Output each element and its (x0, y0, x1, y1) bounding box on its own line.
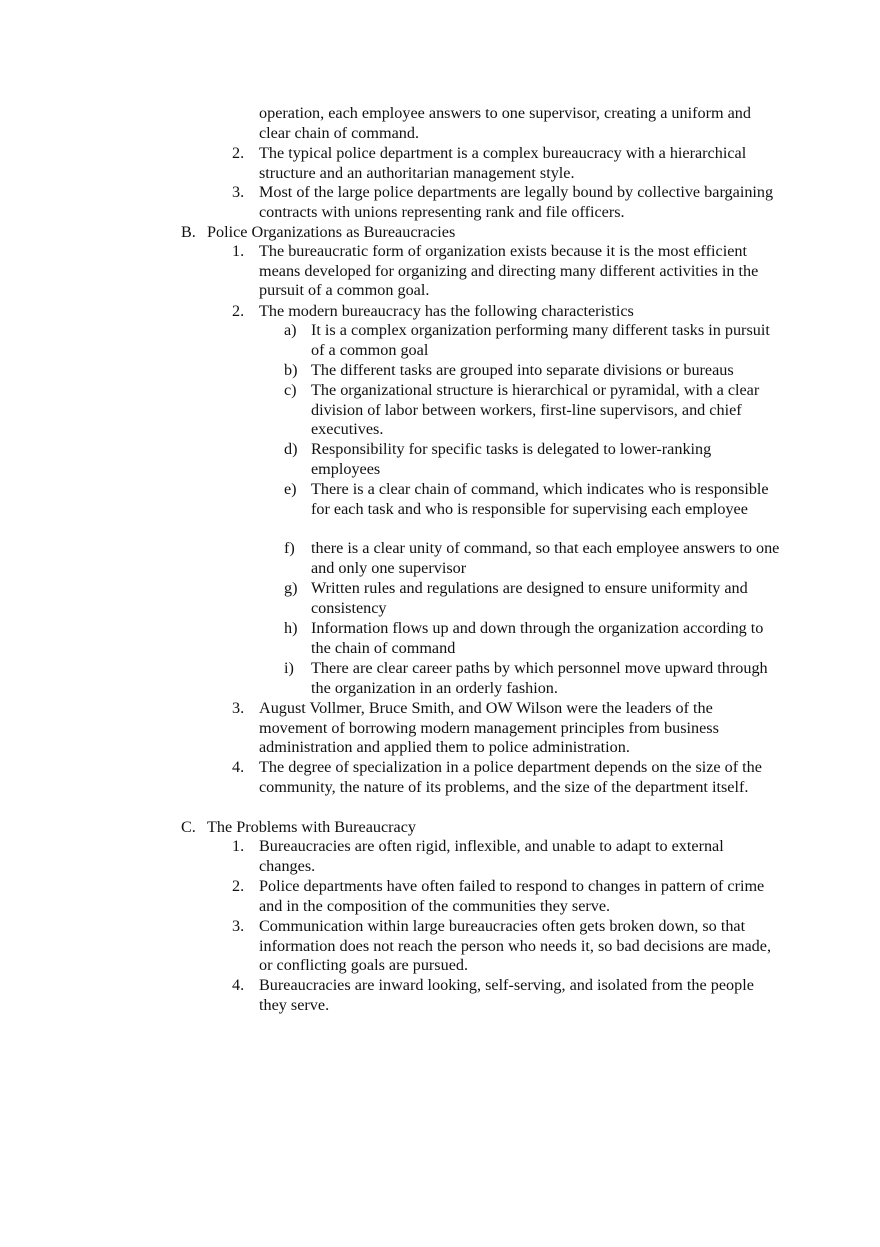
item-text: The degree of specialization in a police department depends on the size of the community, the nature of its problems, and the size of the department itself. (259, 758, 762, 796)
section-title: The Problems with Bureaucracy (207, 818, 417, 836)
sub-item-text: The organizational structure is hierarchical or pyramidal, with a clear division of labor between workers, first-line supervisors, and chief executives. (311, 381, 760, 439)
list-item-b1 (232, 242, 780, 301)
item-label: 3. (232, 183, 245, 201)
sub-item-e (284, 480, 780, 519)
sub-item-text: There are clear career paths by which personnel move upward through the organization in an orderly fashion. (311, 659, 768, 697)
item-text: August Vollmer, Bruce Smith, and OW Wilson were the leaders of the movement of borrowing modern management principles from business administration and applied them to police administration. (259, 699, 719, 757)
sub-item-label: b) (284, 361, 298, 379)
item-text: Bureaucracies are inward looking, self-serving, and isolated from the people they serve. (259, 976, 754, 1014)
sub-item-text: The different tasks are grouped into separate divisions or bureaus (311, 361, 734, 379)
continuation-paragraph (259, 104, 780, 143)
item-text: Police departments have often failed to respond to changes in pattern of crime and in the composition of the communities they serve. (259, 877, 765, 915)
sub-item-g (284, 579, 780, 618)
list-item-c2 (232, 877, 780, 916)
section-label: C. (181, 818, 196, 836)
list-item-c3 (232, 917, 780, 976)
item-label: 2. (232, 144, 245, 162)
sub-item-text: Written rules and regulations are designed to ensure uniformity and consistency (311, 579, 748, 617)
sub-item-label: e) (284, 480, 297, 498)
sub-item-label: c) (284, 381, 297, 399)
section-heading-b (181, 223, 801, 243)
item-text: Bureaucracies are often rigid, inflexible, and unable to adapt to external changes. (259, 837, 724, 875)
sub-item-label: i) (284, 659, 294, 677)
sub-item-i (284, 659, 780, 698)
section-label: B. (181, 223, 196, 241)
section-heading-c (181, 818, 801, 838)
sub-item-a (284, 321, 780, 360)
sub-item-f (284, 539, 780, 578)
sub-item-c (284, 381, 780, 440)
sub-item-label: a) (284, 321, 297, 339)
item-label: 1. (232, 242, 245, 260)
list-item-b2 (232, 302, 780, 322)
sub-item-label: h) (284, 619, 298, 637)
sub-item-label: d) (284, 440, 298, 458)
continuation-text: operation, each employee answers to one supervisor, creating a uniform and clear chain of command. (259, 104, 751, 142)
sub-item-text: Responsibility for specific tasks is delegated to lower-ranking employees (311, 440, 712, 478)
sub-item-text: there is a clear unity of command, so that each employee answers to one and only one supervisor (311, 539, 780, 577)
list-item-a2 (232, 144, 780, 183)
item-label: 4. (232, 758, 245, 776)
list-item-b3 (232, 699, 780, 758)
item-text: The modern bureaucracy has the following characteristics (259, 302, 634, 320)
list-item-c1 (232, 837, 780, 876)
item-text: The bureaucratic form of organization exists because it is the most efficient means developed for organizing and directing many different activities in the pursuit of a common goal. (259, 242, 759, 300)
item-text: The typical police department is a complex bureaucracy with a hierarchical structure and an authoritarian management style. (259, 144, 747, 182)
list-item-b4 (232, 758, 780, 797)
item-label: 2. (232, 877, 245, 895)
sub-item-label: g) (284, 579, 298, 597)
sub-item-d (284, 440, 780, 479)
sub-item-b (284, 361, 780, 381)
item-label: 3. (232, 699, 245, 717)
sub-item-text: It is a complex organization performing many different tasks in pursuit of a common goal (311, 321, 770, 359)
item-label: 1. (232, 837, 245, 855)
item-label: 3. (232, 917, 245, 935)
list-item-c4 (232, 976, 780, 1015)
item-text: Most of the large police departments are legally bound by collective bargaining contracts with unions representing rank and file officers. (259, 183, 774, 221)
sub-item-label: f) (284, 539, 295, 557)
item-label: 4. (232, 976, 245, 994)
sub-item-text: There is a clear chain of command, which indicates who is responsible for each task and who is responsible for supervising each employee (311, 480, 769, 518)
list-item-a3 (232, 183, 780, 222)
item-text: Communication within large bureaucracies often gets broken down, so that information does not reach the person who needs it, so bad decisions are made, or conflicting goals are pursued. (259, 917, 772, 975)
sub-item-h (284, 619, 780, 658)
item-label: 2. (232, 302, 245, 320)
section-title: Police Organizations as Bureaucracies (207, 223, 456, 241)
sub-item-text: Information flows up and down through the organization according to the chain of command (311, 619, 764, 657)
